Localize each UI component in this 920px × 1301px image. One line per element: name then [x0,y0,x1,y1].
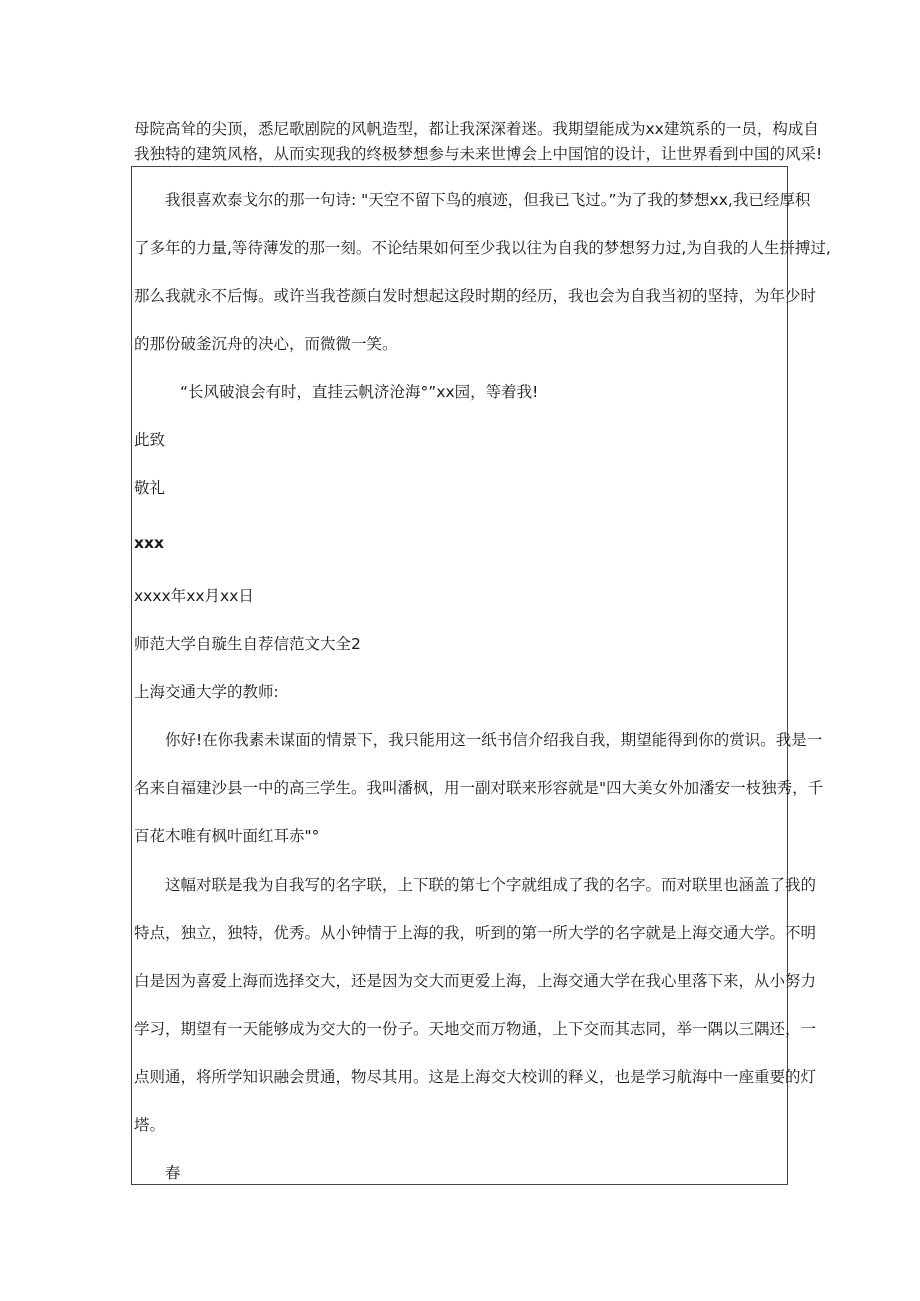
salutation: 上海交通大学的教师: [134,683,279,701]
paragraph-line: 春 [165,1164,181,1182]
paragraph-line: 你好!在你我素未谋面的情景下，我只能用这一纸书信介绍我自我，期望能得到你的赏识。我是一 [165,731,823,749]
paragraph-line: 白是因为喜爱上海而选择交大，还是因为交大而更爱上海，上海交通大学在我心里落下来，从小努力 [134,972,817,990]
paragraph-line: 了多年的力量,等待薄发的那一刻。不论结果如何至少我以往为自我的梦想努力过,为自我的人生拼搏过, [134,239,831,257]
paragraph-line: 我独特的建筑风格，从而实现我的终极梦想参与未来世博会上中国馆的设计，让世界看到中国的风采! [134,145,823,163]
paragraph-line: 母院高耸的尖顶，悉尼歌剧院的风帆造型，都让我深深着迷。我期望能成为xx建筑系的一员，构成自 [134,120,819,138]
signature: xxx [134,534,164,552]
paragraph-line: 百花木唯有枫叶面红耳赤"° [134,827,320,845]
paragraph-line: 我很喜欢泰戈尔的那一句诗: "天空不留下鸟的痕迹，但我已飞过。”为了我的梦想xx,我已经厚积 [165,191,811,209]
paragraph-line: 的那份破釜沉舟的决心，而微微一笑。 [134,335,398,353]
closing-line: 敬礼 [134,479,166,497]
paragraph-line: 这幅对联是我为自我写的名字联，上下联的第七个字就组成了我的名字。而对联里也涵盖了我的 [165,876,817,894]
quote-line: “长风破浪会有时，直挂云帆济沧海°”xx园，等着我! [180,383,539,401]
closing-line: 此致 [134,431,166,449]
paragraph-line: 那么我就永不后悔。或许当我苍颜白发时想起这段时期的经历，我也会为自我当初的坚持，为年少时 [134,287,817,305]
paragraph-line: 特点，独立，独特，优秀。从小钟情于上海的我，听到的第一所大学的名字就是上海交通大学。不明 [134,924,817,942]
paragraph-line: 学习，期望有一天能够成为交大的一份子。天地交而万物通，上下交而其志同，举一隅以三隅还，一 [134,1020,817,1038]
paragraph-line: 点则通，将所学知识融会贯通，物尽其用。这是上海交大校训的释义，也是学习航海中一座重要的灯 [134,1068,817,1086]
paragraph-line: 塔。 [134,1116,166,1134]
section-title: 师范大学自璇生自荐信范文大全2 [134,635,361,653]
paragraph-line: 名来自福建沙县一中的高三学生。我叫潘枫，用一副对联来形容就是"四大美女外加潘安一枝独秀，千 [134,779,824,797]
date: xxxx年xx月xx日 [134,587,254,605]
